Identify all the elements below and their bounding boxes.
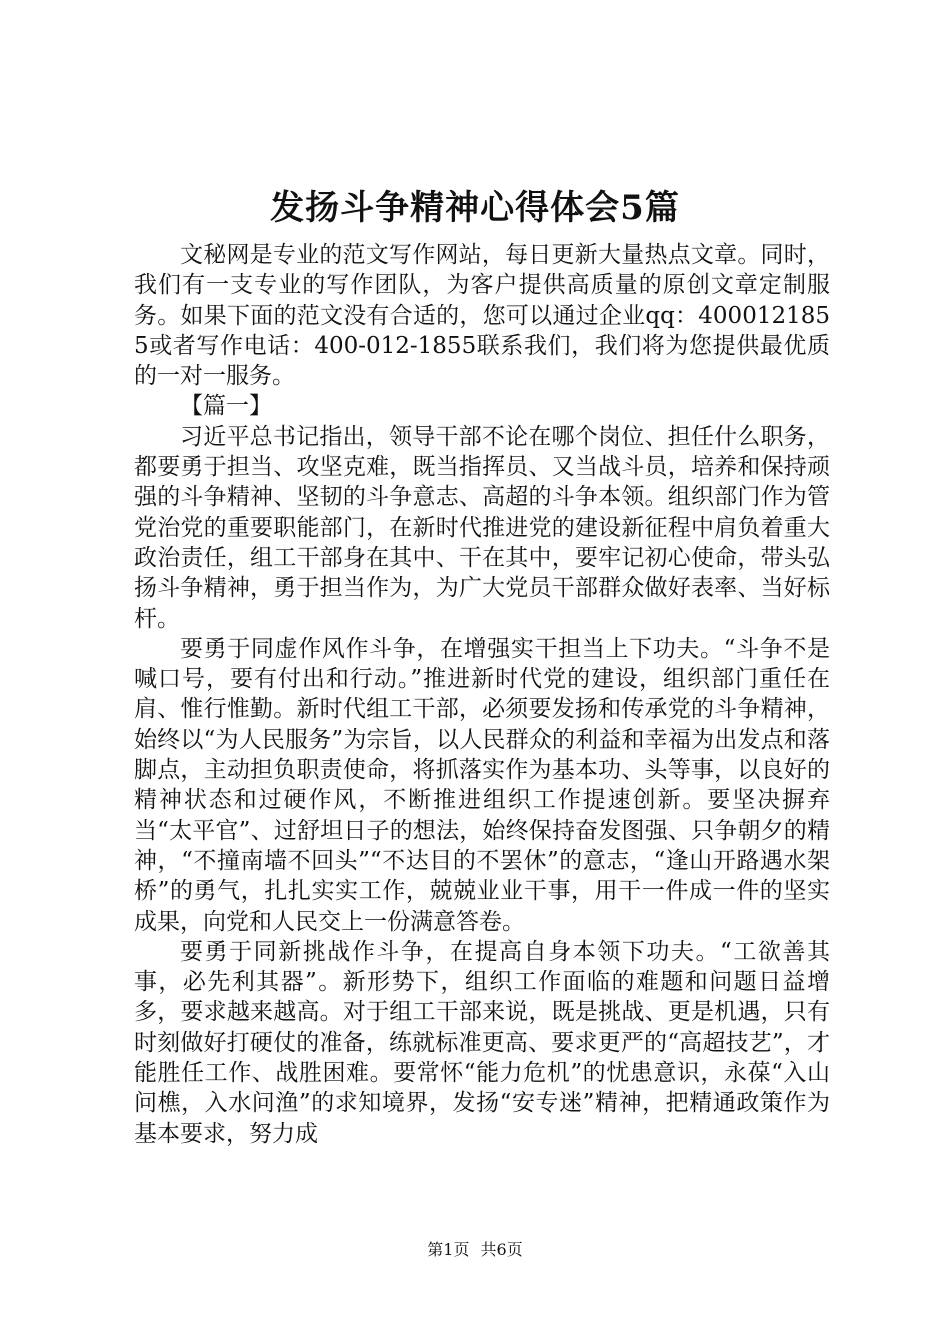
body-paragraph: 要勇于同新挑战作斗争，在提高自身本领下功夫。“工欲善其事，必先利其器”。新形势下，组织工作面临的难题和问题日益增多，要求越来越高。对于组工干部来说，既是挑战、更是机遇，只有时刻做好打硬仗的准备，练就标准更高、要求更严的“高超技艺”，才能胜任工作、战胜困难。要常怀“能力危机”的忧患意识，永葆“入山问樵，入水问渔”的求知境界，发扬“安专迷”精神，把精通政策作为基本要求，努力成 [134, 938, 830, 1147]
section-heading: 【篇一】 [180, 393, 272, 420]
page-total: 共6页 [480, 1240, 523, 1259]
document-body [134, 240, 830, 1149]
document-title: 发扬斗争精神心得体会5篇 [270, 188, 680, 228]
intro-paragraph: 文秘网是专业的范文写作网站，每日更新大量热点文章。同时，我们有一支专业的写作团队，为客户提供高质量的原创文章定制服务。如果下面的范文没有合适的，您可以通过企业qq：4000121855或者写作电话：400-012-1855联系我们，我们将为您提供最优质的一对一服务。 [134, 242, 830, 390]
page-footer [0, 1240, 950, 1260]
body-paragraph: 要勇于同虚作风作斗争，在增强实干担当上下功夫。“斗争不是喊口号，要有付出和行动。”推进新时代党的建设，组织部门重任在肩、惟行惟勤。新时代组工干部，必须要发扬和传承党的斗争精神，始终以“为人民服务”为宗旨，以人民群众的利益和幸福为出发点和落脚点，主动担负职责使命，将抓落实作为基本功、头等事，以良好的精神状态和过硬作风，不断推进组织工作提速创新。要坚决摒弃当“太平官”、过舒坦日子的想法，始终保持奋发图强、只争朝夕的精神，“不撞南墙不回头”“不达目的不罢休”的意志，“逢山开路遇水架桥”的勇气，扎扎实实工作，兢兢业业干事，用干一件成一件的坚实成果，向党和人民交上一份满意答卷。 [134, 635, 830, 935]
body-paragraph: 习近平总书记指出，领导干部不论在哪个岗位、担任什么职务，都要勇于担当、攻坚克难，既当指挥员、又当战斗员，培养和保持顽强的斗争精神、坚韧的斗争意志、高超的斗争本领。组织部门作为管党治党的重要职能部门，在新时代推进党的建设新征程中肩负着重大政治责任，组工干部身在其中、干在其中，要牢记初心使命，带头弘扬斗争精神，勇于担当作为，为广大党员干部群众做好表率、当好标杆。 [134, 423, 830, 632]
page-number: 第1页 [427, 1240, 470, 1259]
